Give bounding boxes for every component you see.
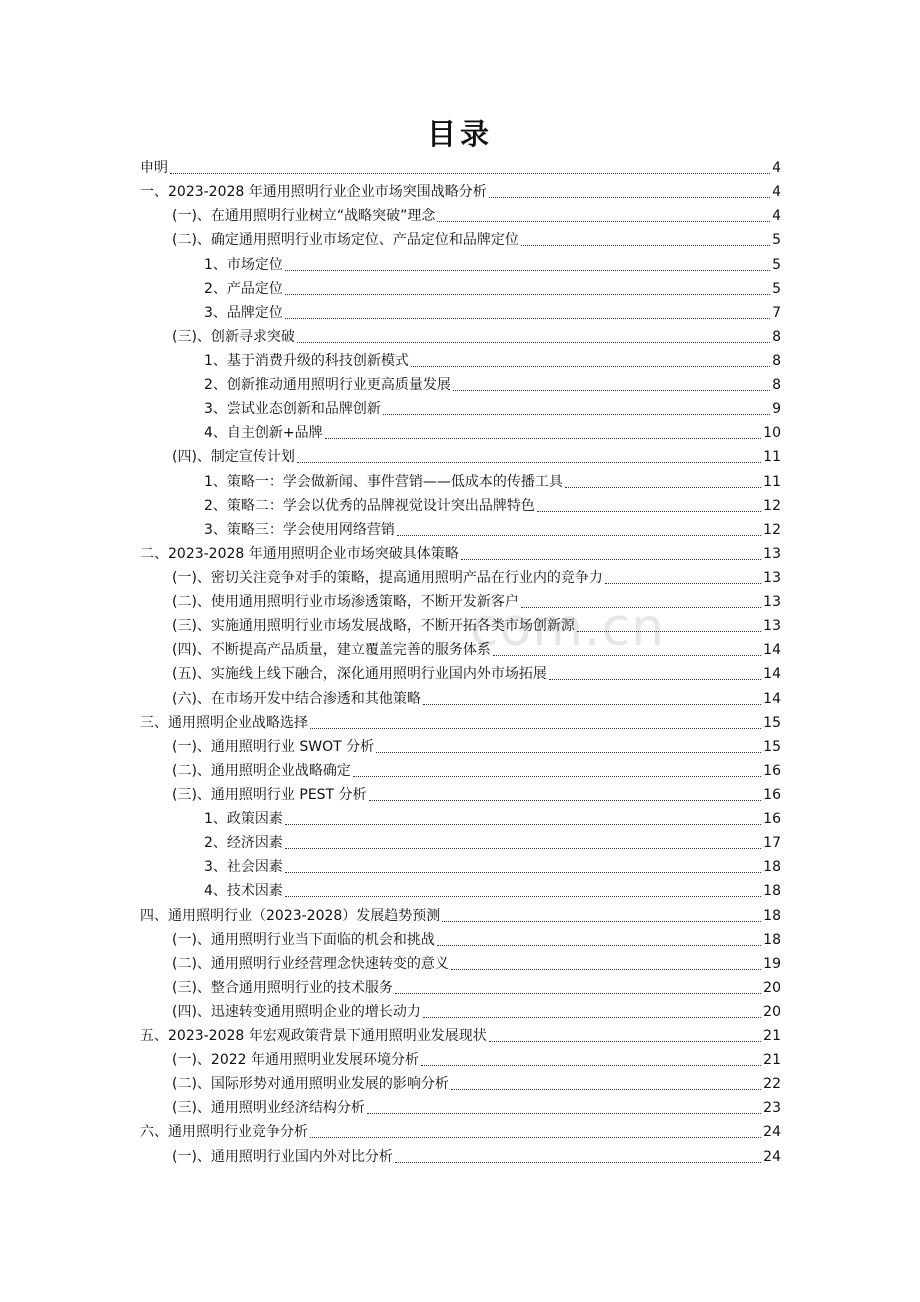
toc-page-number: 14 bbox=[763, 642, 781, 659]
toc-entry[interactable] bbox=[140, 204, 781, 228]
toc-dot-leader bbox=[285, 824, 761, 825]
toc-page-number: 18 bbox=[763, 859, 781, 876]
toc-entry[interactable] bbox=[140, 831, 781, 855]
toc-entry[interactable] bbox=[140, 928, 781, 952]
toc-page-number: 18 bbox=[763, 931, 781, 948]
toc-dot-leader bbox=[461, 559, 761, 560]
toc-dot-leader bbox=[376, 752, 761, 753]
toc-page-number: 12 bbox=[763, 521, 781, 538]
toc-dot-leader bbox=[395, 1162, 761, 1163]
toc-entry[interactable] bbox=[140, 494, 781, 518]
toc-entry[interactable] bbox=[140, 1024, 781, 1048]
page-title: 目录 bbox=[426, 117, 493, 151]
toc-dot-leader bbox=[397, 535, 761, 536]
toc-dot-leader bbox=[521, 245, 770, 246]
toc-dot-leader bbox=[421, 1065, 761, 1066]
toc-entry-title: 1、策略一：学会做新闻、事件营销——低成本的传播工具 bbox=[204, 473, 563, 490]
toc-entry-title: 4、技术因素 bbox=[204, 883, 283, 900]
toc-entry[interactable] bbox=[140, 518, 781, 542]
toc-entry-title: 六、通用照明行业竞争分析 bbox=[140, 1124, 308, 1141]
toc-entry[interactable] bbox=[140, 1048, 781, 1072]
toc-dot-leader bbox=[577, 631, 761, 632]
toc-page-number: 8 bbox=[772, 328, 781, 345]
toc-entry[interactable] bbox=[140, 228, 781, 252]
toc-entry-title: (六)、在市场开发中结合渗透和其他策略 bbox=[172, 690, 421, 707]
toc-dot-leader bbox=[285, 294, 770, 295]
toc-page-number: 8 bbox=[772, 352, 781, 369]
toc-dot-leader bbox=[285, 270, 770, 271]
toc-dot-leader bbox=[565, 487, 761, 488]
toc-entry[interactable] bbox=[140, 252, 781, 276]
toc-page-number: 19 bbox=[763, 955, 781, 972]
toc-page-number: 5 bbox=[772, 280, 781, 297]
toc-page-number: 10 bbox=[763, 425, 781, 442]
toc-dot-leader bbox=[451, 969, 761, 970]
toc-entry[interactable] bbox=[140, 373, 781, 397]
toc-dot-leader bbox=[537, 511, 761, 512]
toc-page-number: 20 bbox=[763, 1003, 781, 1020]
toc-dot-leader bbox=[367, 1113, 761, 1114]
toc-entry[interactable] bbox=[140, 277, 781, 301]
toc-dot-leader bbox=[549, 679, 761, 680]
toc-entry[interactable] bbox=[140, 783, 781, 807]
toc-entry-title: 1、政策因素 bbox=[204, 811, 283, 828]
toc-dot-leader bbox=[310, 728, 761, 729]
toc-entry-title: (一)、通用照明行业国内外对比分析 bbox=[172, 1148, 393, 1165]
toc-dot-leader bbox=[285, 872, 761, 873]
toc-page-number: 24 bbox=[763, 1124, 781, 1141]
toc-entry[interactable] bbox=[140, 590, 781, 614]
toc-entry-title: (三)、整合通用照明行业的技术服务 bbox=[172, 979, 393, 996]
toc-page-number: 14 bbox=[763, 690, 781, 707]
toc-entry-title: (一)、2022 年通用照明业发展环境分析 bbox=[172, 1052, 420, 1069]
toc-entry[interactable] bbox=[140, 421, 781, 445]
toc-dot-leader bbox=[442, 921, 761, 922]
toc-entry[interactable] bbox=[140, 855, 781, 879]
toc-entry-title: (五)、实施线上线下融合，深化通用照明行业国内外市场拓展 bbox=[172, 666, 547, 683]
toc-entry[interactable] bbox=[140, 711, 781, 735]
toc-dot-leader bbox=[297, 462, 761, 463]
toc-dot-leader bbox=[310, 1137, 761, 1138]
toc-page-number: 22 bbox=[763, 1076, 781, 1093]
toc-entry[interactable] bbox=[140, 180, 781, 204]
toc-entry[interactable] bbox=[140, 397, 781, 421]
toc-page-number: 14 bbox=[763, 666, 781, 683]
toc-page-number: 5 bbox=[772, 232, 781, 249]
toc-dot-leader bbox=[437, 221, 770, 222]
toc-dot-leader bbox=[437, 945, 761, 946]
toc-entry-title: (一)、密切关注竞争对手的策略，提高通用照明产品在行业内的竞争力 bbox=[172, 569, 603, 586]
toc-page-number: 18 bbox=[763, 907, 781, 924]
toc-page-number: 24 bbox=[763, 1148, 781, 1165]
toc-page-number: 4 bbox=[772, 160, 781, 177]
toc-entry-title: 3、策略三：学会使用网络营销 bbox=[204, 521, 395, 538]
toc-dot-leader bbox=[285, 848, 761, 849]
toc-dot-leader bbox=[285, 318, 770, 319]
toc-entry[interactable] bbox=[140, 542, 781, 566]
toc-entry-title: (二)、使用通用照明行业市场渗透策略，不断开发新客户 bbox=[172, 594, 519, 611]
toc-entry-title: 1、市场定位 bbox=[204, 256, 283, 273]
toc-entry-title: 2、创新推动通用照明行业更高质量发展 bbox=[204, 377, 451, 394]
toc-entry[interactable] bbox=[140, 952, 781, 976]
toc-entry-title: (三)、通用照明业经济结构分析 bbox=[172, 1100, 365, 1117]
toc-page-number: 15 bbox=[763, 738, 781, 755]
toc-entry[interactable] bbox=[140, 445, 781, 469]
toc-page-number: 13 bbox=[763, 594, 781, 611]
toc-entry-title: 4、自主创新+品牌 bbox=[204, 425, 323, 442]
toc-page-number: 13 bbox=[763, 545, 781, 562]
toc-entry-title: (三)、实施通用照明行业市场发展战略，不断开拓各类市场创新源 bbox=[172, 618, 575, 635]
toc-dot-leader bbox=[395, 993, 761, 994]
toc-entry[interactable] bbox=[140, 903, 781, 927]
toc-entry[interactable] bbox=[140, 807, 781, 831]
toc-page-number: 8 bbox=[772, 377, 781, 394]
toc-page-number: 20 bbox=[763, 979, 781, 996]
toc-entry-title: 2、策略二：学会以优秀的品牌视觉设计突出品牌特色 bbox=[204, 497, 535, 514]
toc-page-number: 11 bbox=[763, 449, 781, 466]
toc-entry-title: (一)、在通用照明行业树立“战略突破”理念 bbox=[172, 208, 436, 225]
toc-page-number: 16 bbox=[763, 811, 781, 828]
toc-entry-title: (四)、迅速转变通用照明企业的增长动力 bbox=[172, 1003, 421, 1020]
toc-page-number: 12 bbox=[763, 497, 781, 514]
toc-entry[interactable] bbox=[140, 469, 781, 493]
toc-entry-title: 3、尝试业态创新和品牌创新 bbox=[204, 401, 381, 418]
toc-entry[interactable] bbox=[140, 638, 781, 662]
toc-entry-title: 四、通用照明行业（2023-2028）发展趋势预测 bbox=[140, 907, 441, 924]
toc-entry[interactable] bbox=[140, 686, 781, 710]
toc-entry-title: (三)、创新寻求突破 bbox=[172, 328, 295, 345]
toc-dot-leader bbox=[521, 607, 761, 608]
toc-dot-leader bbox=[383, 414, 770, 415]
toc-dot-leader bbox=[170, 173, 770, 174]
toc-page-number: 13 bbox=[763, 569, 781, 586]
toc-entry-title: (四)、不断提高产品质量，建立覆盖完善的服务体系 bbox=[172, 642, 491, 659]
toc-dot-leader bbox=[369, 800, 762, 801]
toc-page-number: 4 bbox=[772, 184, 781, 201]
toc-entry-title: (四)、制定宣传计划 bbox=[172, 449, 295, 466]
toc-page-number: 4 bbox=[772, 208, 781, 225]
toc-entry-title: 3、品牌定位 bbox=[204, 304, 283, 321]
toc-entry-title: 二、2023-2028 年通用照明企业市场突破具体策略 bbox=[140, 545, 459, 562]
toc-dot-leader bbox=[353, 776, 761, 777]
toc-dot-leader bbox=[423, 1017, 761, 1018]
toc-entry-title: 一、2023-2028 年通用照明行业企业市场突围战略分析 bbox=[140, 184, 487, 201]
toc-dot-leader bbox=[325, 438, 762, 439]
toc-page-number: 21 bbox=[763, 1028, 781, 1045]
toc-entry-title: 2、经济因素 bbox=[204, 835, 283, 852]
toc-entry-title: (一)、通用照明行业 SWOT 分析 bbox=[172, 738, 375, 755]
toc-entry-title: 2、产品定位 bbox=[204, 280, 283, 297]
toc-page-number: 9 bbox=[772, 401, 781, 418]
toc-entry-title: 三、通用照明企业战略选择 bbox=[140, 714, 308, 731]
toc-entry[interactable] bbox=[140, 735, 781, 759]
toc-entry[interactable] bbox=[140, 614, 781, 638]
toc-entry[interactable] bbox=[140, 662, 781, 686]
table-of-contents bbox=[140, 156, 781, 1169]
toc-entry[interactable] bbox=[140, 1144, 781, 1168]
toc-dot-leader bbox=[451, 1089, 761, 1090]
toc-entry[interactable] bbox=[140, 976, 781, 1000]
toc-page-number: 16 bbox=[763, 762, 781, 779]
toc-dot-leader bbox=[453, 390, 770, 391]
toc-page-number: 7 bbox=[772, 304, 781, 321]
toc-entry-title: (三)、通用照明行业 PEST 分析 bbox=[172, 786, 367, 803]
toc-dot-leader bbox=[493, 655, 761, 656]
toc-page-number: 13 bbox=[763, 618, 781, 635]
toc-entry[interactable] bbox=[140, 1072, 781, 1096]
toc-entry[interactable] bbox=[140, 156, 781, 180]
toc-page-number: 21 bbox=[763, 1052, 781, 1069]
toc-entry[interactable] bbox=[140, 566, 781, 590]
toc-dot-leader bbox=[411, 366, 770, 367]
toc-dot-leader bbox=[605, 583, 761, 584]
toc-entry[interactable] bbox=[140, 325, 781, 349]
toc-entry-title: 申明 bbox=[140, 160, 168, 177]
toc-entry[interactable] bbox=[140, 1120, 781, 1144]
toc-entry[interactable] bbox=[140, 1096, 781, 1120]
toc-entry-title: (一)、通用照明行业当下面临的机会和挑战 bbox=[172, 931, 435, 948]
toc-dot-leader bbox=[297, 342, 770, 343]
toc-entry-title: 3、社会因素 bbox=[204, 859, 283, 876]
toc-page-number: 11 bbox=[763, 473, 781, 490]
toc-entry[interactable] bbox=[140, 759, 781, 783]
toc-entry-title: (二)、确定通用照明行业市场定位、产品定位和品牌定位 bbox=[172, 232, 519, 249]
toc-entry[interactable] bbox=[140, 349, 781, 373]
toc-entry[interactable] bbox=[140, 879, 781, 903]
toc-page-number: 15 bbox=[763, 714, 781, 731]
toc-dot-leader bbox=[285, 896, 761, 897]
watermark: com.cn bbox=[470, 598, 666, 658]
toc-entry-title: (二)、国际形势对通用照明业发展的影响分析 bbox=[172, 1076, 449, 1093]
toc-entry[interactable] bbox=[140, 301, 781, 325]
toc-entry-title: (二)、通用照明行业经营理念快速转变的意义 bbox=[172, 955, 449, 972]
toc-entry-title: 五、2023-2028 年宏观政策背景下通用照明业发展现状 bbox=[140, 1028, 487, 1045]
toc-page-number: 17 bbox=[763, 835, 781, 852]
toc-dot-leader bbox=[489, 197, 770, 198]
toc-page-number: 5 bbox=[772, 256, 781, 273]
toc-entry-title: 1、基于消费升级的科技创新模式 bbox=[204, 352, 409, 369]
toc-entry[interactable] bbox=[140, 1000, 781, 1024]
toc-page-number: 23 bbox=[763, 1100, 781, 1117]
toc-entry-title: (二)、通用照明企业战略确定 bbox=[172, 762, 351, 779]
toc-page-number: 18 bbox=[763, 883, 781, 900]
toc-dot-leader bbox=[489, 1041, 761, 1042]
toc-page-number: 16 bbox=[763, 786, 781, 803]
toc-dot-leader bbox=[423, 704, 761, 705]
